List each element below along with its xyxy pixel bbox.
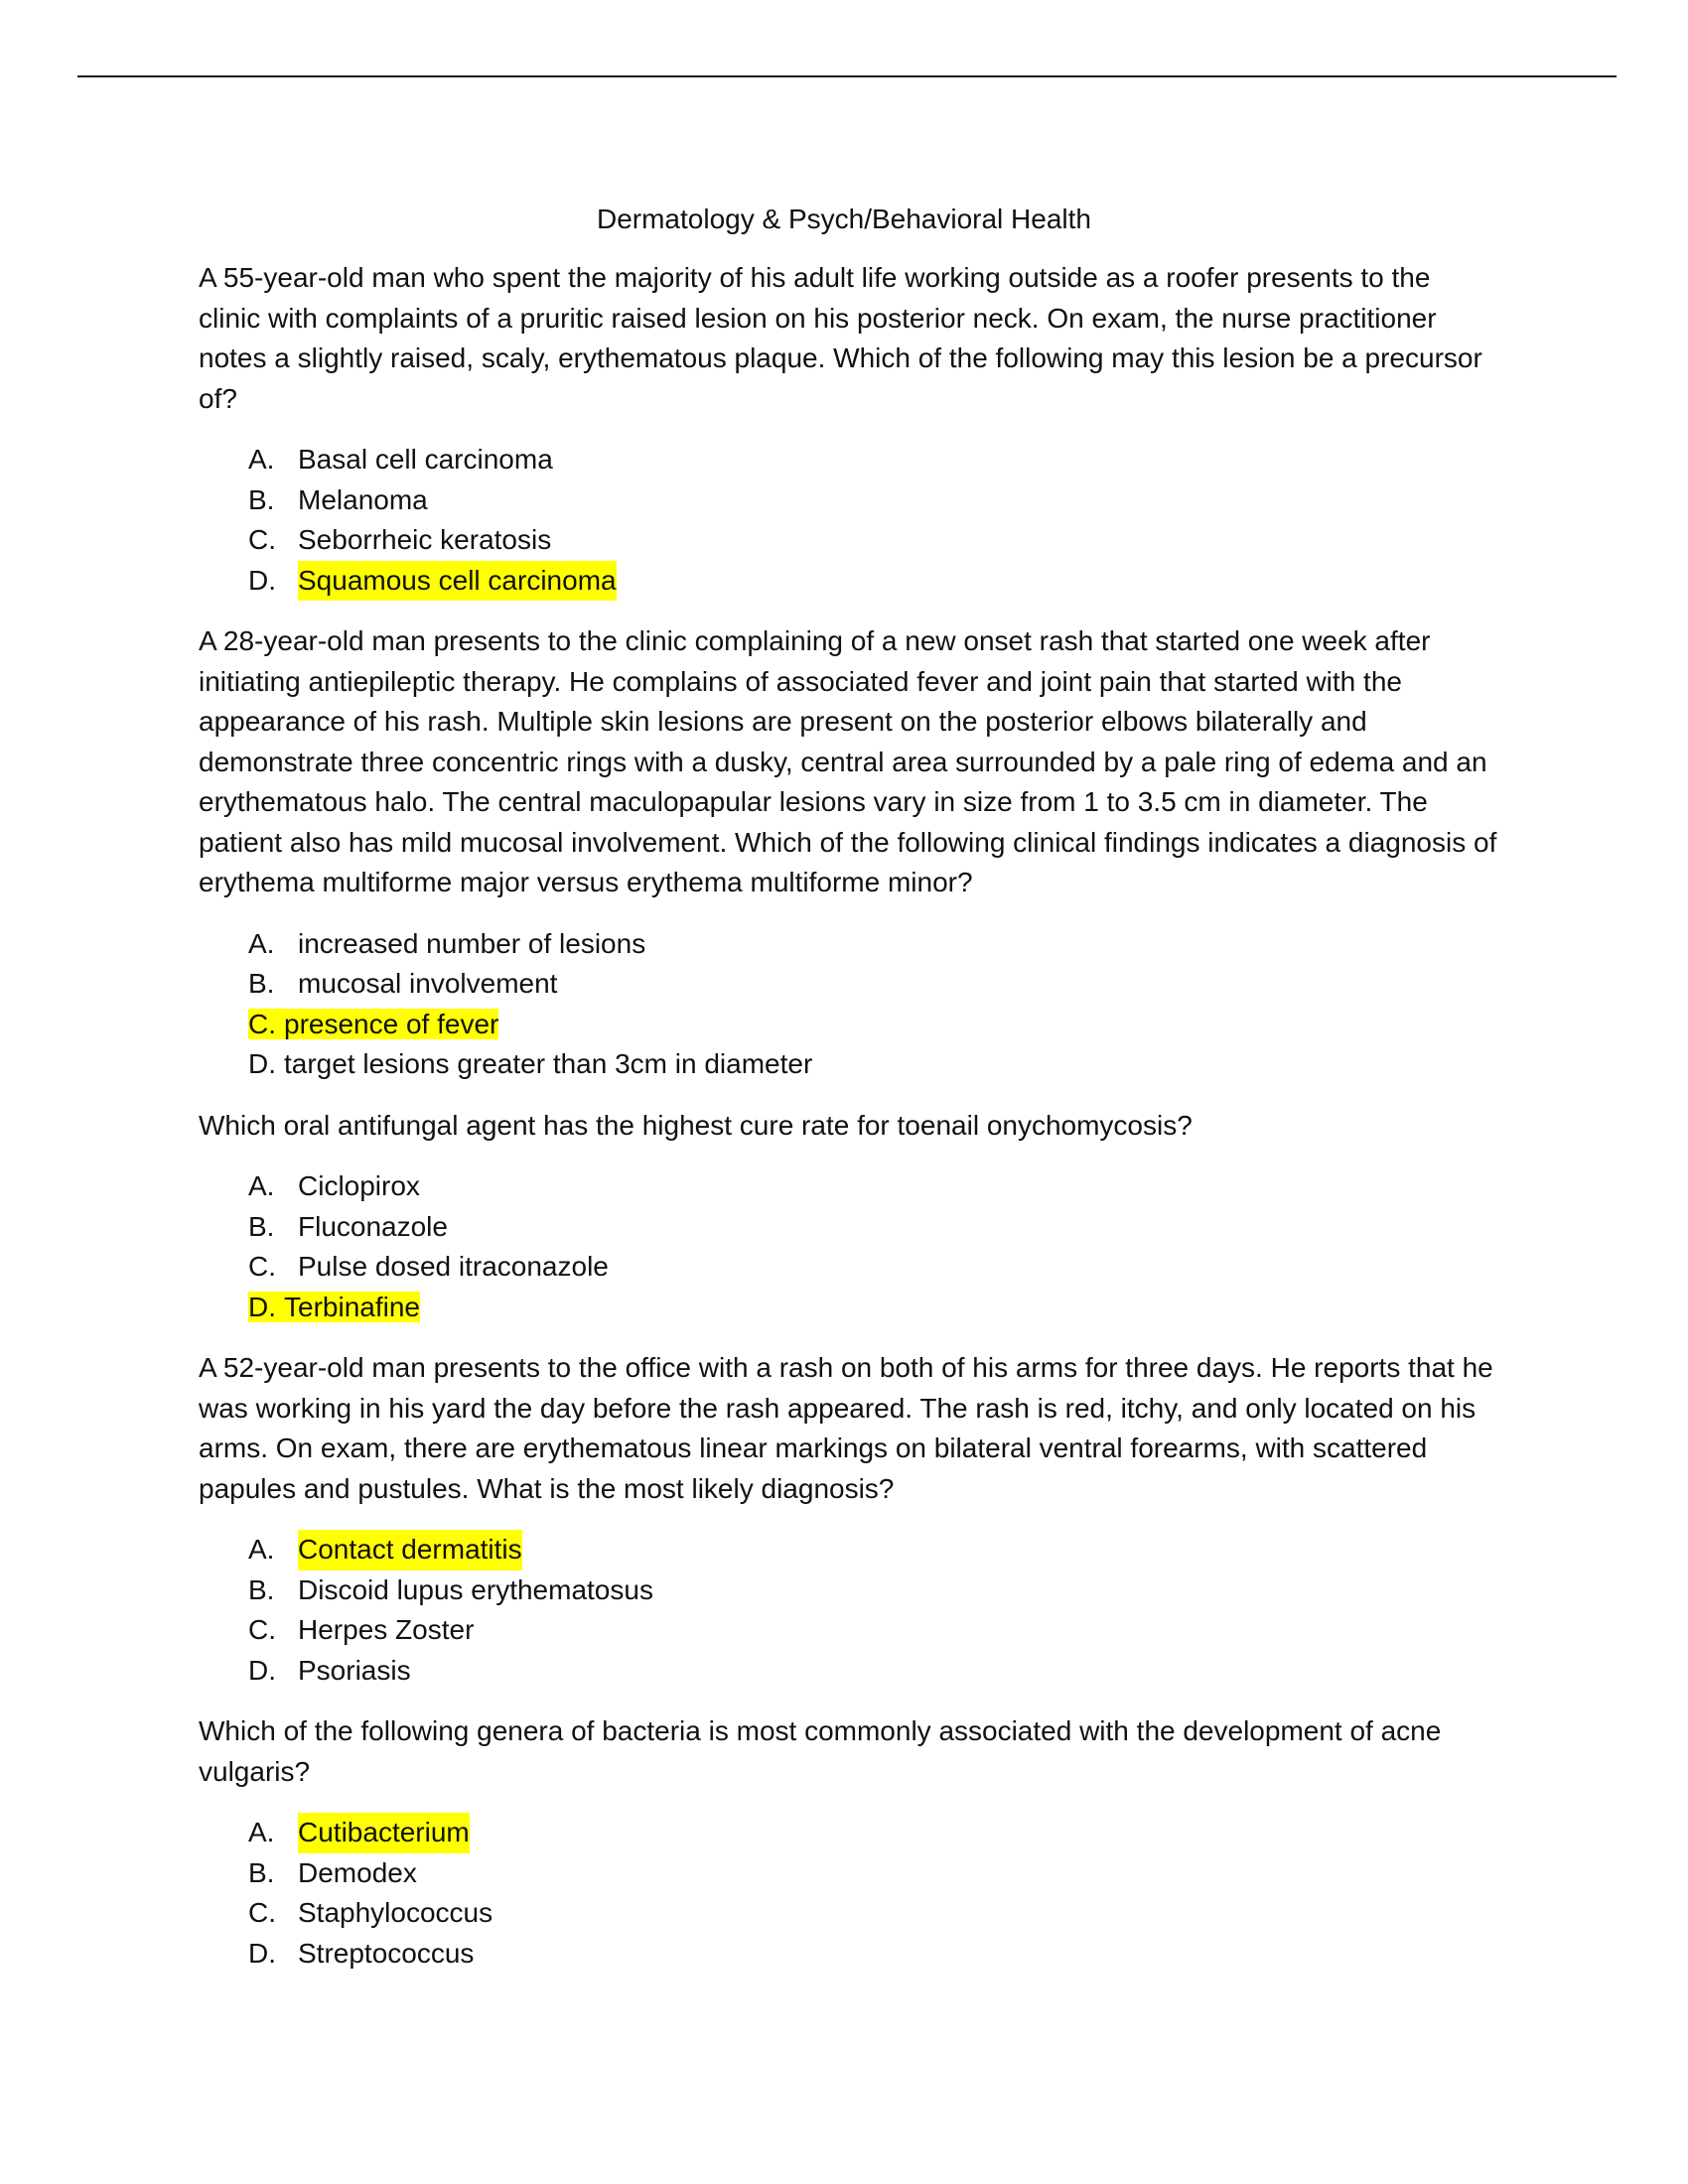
option-text: Seborrheic keratosis	[298, 524, 552, 555]
option-text: Staphylococcus	[298, 1897, 493, 1928]
option-text: Pulse dosed itraconazole	[298, 1251, 609, 1282]
option-letter: D.	[248, 564, 276, 596]
option-text: Streptococcus	[298, 1937, 475, 1969]
option-text: Demodex	[298, 1856, 417, 1888]
highlighted-answer: Squamous cell carcinoma	[298, 561, 617, 602]
option-d	[199, 1934, 1499, 1975]
option-letter: A.	[248, 1170, 275, 1201]
option-a	[199, 440, 1499, 480]
option-c	[199, 520, 1499, 561]
option-letter: C.	[248, 1897, 276, 1928]
highlighted-answer: Contact dermatitis	[298, 1530, 522, 1570]
option-letter: A.	[248, 1817, 275, 1847]
option-text: Fluconazole	[298, 1210, 448, 1242]
option-text: Basal cell carcinoma	[298, 444, 553, 475]
option-letter: C.	[248, 1614, 276, 1645]
option-text: target lesions greater than 3cm in diameter	[284, 1048, 813, 1079]
question-5	[199, 1711, 1499, 1974]
question-stem: A 55-year-old man who spent the majority of his adult life working outside as a roofer presents to the clinic with complaints of a pruritic raised lesion on his posterior neck. On exam, the nurse practitioner notes a slightly raised, scaly, erythematous plaque. Which of the following may this lesion be a precursor of?	[199, 262, 1482, 414]
option-text: increased number of lesions	[298, 927, 646, 959]
question-3	[199, 1106, 1499, 1328]
option-text: Melanoma	[298, 483, 428, 515]
option-c	[199, 1893, 1499, 1934]
answer-options	[199, 1813, 1499, 1974]
option-letter: C.	[248, 1008, 276, 1039]
option-a-highlighted	[199, 1813, 1499, 1853]
answer-options	[199, 1530, 1499, 1691]
option-text: Psoriasis	[298, 1654, 411, 1686]
option-letter: B.	[248, 1210, 275, 1242]
highlighted-answer	[248, 1292, 420, 1322]
option-b	[199, 480, 1499, 521]
option-letter: C.	[248, 1251, 276, 1282]
option-letter: B.	[248, 968, 275, 999]
option-letter: C.	[248, 524, 276, 555]
option-letter: B.	[248, 1573, 275, 1605]
option-letter: B.	[248, 1856, 275, 1888]
option-text: Terbinafine	[284, 1291, 420, 1322]
header-rule	[77, 75, 1617, 77]
page-title: Dermatology & Psych/Behavioral Health	[596, 204, 1091, 234]
question-2	[199, 621, 1499, 1085]
question-stem: A 52-year-old man presents to the office with a rash on both of his arms for three days. He reports that he was working in his yard the day before the rash appeared. The rash is red, itchy, and only located on his arms. On exam, there are erythematous linear markings on bilateral ventral forearms, with scattered papules and pustules. What is the most likely diagnosis?	[199, 1352, 1493, 1504]
question-stem: Which of the following genera of bacteria is most commonly associated with the development of acne vulgaris?	[199, 1715, 1442, 1787]
option-text: Discoid lupus erythematosus	[298, 1573, 653, 1605]
option-letter: D.	[248, 1291, 276, 1322]
option-c	[199, 1610, 1499, 1651]
question-1	[199, 258, 1499, 601]
option-b	[199, 1207, 1499, 1248]
highlighted-answer: Cutibacterium	[298, 1813, 470, 1853]
option-d-highlighted	[199, 561, 1499, 602]
option-c	[199, 1247, 1499, 1288]
option-d	[199, 1651, 1499, 1692]
option-letter: D.	[248, 1654, 276, 1686]
option-a	[199, 1166, 1499, 1207]
option-b	[199, 1853, 1499, 1894]
option-a	[199, 924, 1499, 965]
answer-options	[199, 1166, 1499, 1327]
option-a-highlighted	[199, 1530, 1499, 1570]
option-letter: A.	[248, 927, 275, 959]
option-c-highlighted	[199, 1005, 1499, 1045]
option-text: mucosal involvement	[298, 968, 558, 999]
answer-options	[199, 924, 1499, 1085]
option-d	[199, 1044, 1499, 1085]
question-list	[199, 258, 1499, 1994]
answer-options	[199, 440, 1499, 601]
question-stem: Which oral antifungal agent has the highest cure rate for toenail onychomycosis?	[199, 1109, 1193, 1141]
question-stem: A 28-year-old man presents to the clinic complaining of a new onset rash that started one week after initiating antiepileptic therapy. He complains of associated fever and joint pain that started with the appearance of his rash. Multiple skin lesions are present on the posterior elbows bilaterally and demonstrate three concentric rings with a dusky, central area surrounded by a pale ring of edema and an erythematous halo. The central maculopapular lesions vary in size from 1 to 3.5 cm in diameter. The patient also has mild mucosal involvement. Which of the following clinical findings indicates a diagnosis of erythema multiforme major versus erythema multiforme minor?	[199, 625, 1497, 897]
option-letter: D.	[248, 1937, 276, 1969]
option-b	[199, 964, 1499, 1005]
option-letter: B.	[248, 483, 275, 515]
option-letter: A.	[248, 1534, 275, 1565]
highlighted-answer	[248, 1009, 498, 1039]
option-letter: D.	[248, 1048, 276, 1079]
option-letter: A.	[248, 444, 275, 475]
option-d-highlighted	[199, 1288, 1499, 1328]
option-text: Ciclopirox	[298, 1170, 420, 1201]
option-b	[199, 1570, 1499, 1611]
question-4	[199, 1348, 1499, 1691]
option-text: presence of fever	[284, 1008, 499, 1039]
option-text: Herpes Zoster	[298, 1614, 475, 1645]
